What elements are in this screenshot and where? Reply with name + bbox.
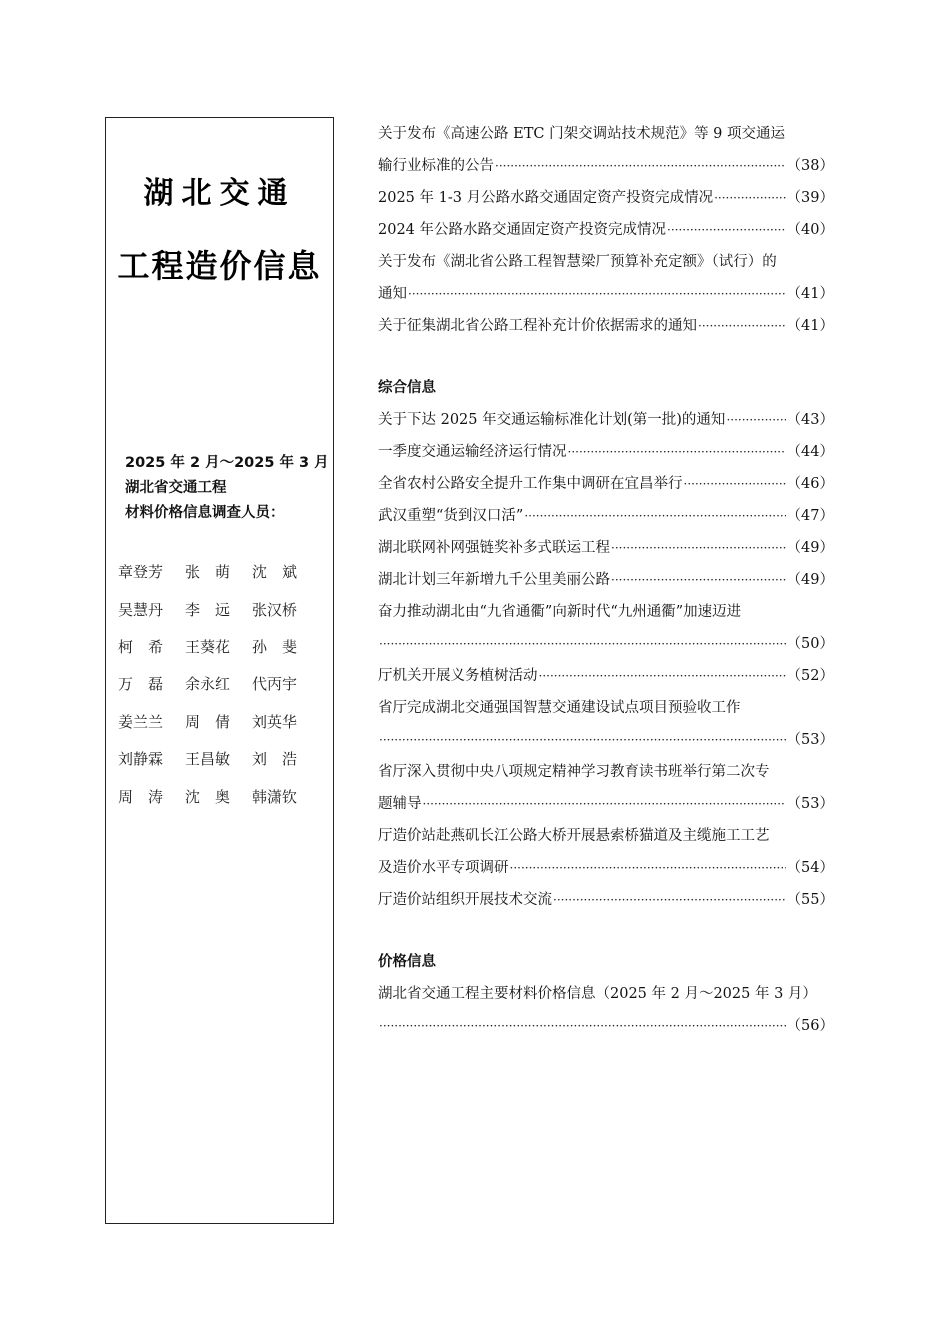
dot-leader — [539, 660, 786, 692]
toc-entry-text: 关于下达 2025 年交通运输标准化计划(第一批)的通知 — [378, 412, 726, 428]
staff-name: 李 远 — [185, 600, 231, 619]
toc-entry-text: 湖北联网补网强链奖补多式联运工程 — [378, 540, 610, 556]
dot-leader — [379, 628, 786, 660]
staff-name: 周 倩 — [185, 712, 231, 731]
staff-name: 王昌敏 — [185, 750, 231, 769]
survey-info — [125, 451, 329, 526]
dot-leader — [423, 788, 786, 820]
toc-entry-title[interactable]: 奋力推动湖北由“九省通衢”向新时代“九州通衢”加速迈进 — [378, 604, 742, 620]
staff-name: 刘 浩 — [252, 750, 298, 769]
staff-row — [118, 590, 319, 627]
toc-entry-text: 及造价水平专项调研 — [378, 860, 509, 876]
staff-name: 姜兰兰 — [118, 712, 164, 731]
toc-entry[interactable] — [378, 1010, 834, 1042]
toc-entry[interactable] — [378, 404, 834, 436]
staff-name: 吴慧丹 — [118, 600, 164, 619]
toc-page-number: （38） — [786, 158, 834, 174]
staff-name: 韩潇钦 — [252, 787, 298, 806]
staff-list — [118, 553, 319, 815]
staff-name: 沈 奥 — [185, 787, 231, 806]
toc-entry-text: 一季度交通运输经济运行情况 — [378, 444, 567, 460]
toc-page-number: （55） — [786, 892, 834, 908]
toc-page-number: （41） — [786, 318, 834, 334]
dot-leader — [408, 278, 786, 310]
toc-page-number: （49） — [786, 540, 834, 556]
toc-entry[interactable] — [378, 310, 834, 342]
survey-org: 湖北省交通工程 — [125, 480, 227, 496]
section-heading-general-info: 综合信息 — [378, 380, 436, 396]
toc-entry-text: 2024 年公路水路交通固定资产投资完成情况 — [378, 222, 667, 238]
staff-row — [118, 740, 319, 777]
dot-leader — [553, 884, 786, 916]
toc-entry-text: 全省农村公路安全提升工作集中调研在宜昌举行 — [378, 476, 683, 492]
section-heading-price-info: 价格信息 — [378, 954, 436, 970]
toc-entry[interactable] — [378, 788, 834, 820]
dot-leader — [684, 468, 786, 500]
toc-entry-text: 输行业标准的公告 — [378, 158, 494, 174]
toc-entry[interactable] — [378, 150, 834, 182]
toc-entry[interactable] — [378, 468, 834, 500]
toc-page-number: （46） — [786, 476, 834, 492]
toc-page-number: （40） — [786, 222, 834, 238]
toc-entry[interactable] — [378, 436, 834, 468]
toc-page-number: （56） — [786, 1018, 834, 1034]
toc-entry[interactable] — [378, 564, 834, 596]
staff-name: 孙 斐 — [252, 637, 298, 656]
toc-entry[interactable] — [378, 628, 834, 660]
staff-name: 万 磊 — [118, 675, 164, 694]
section-gap — [378, 342, 834, 372]
toc-entry-title[interactable]: 省厅完成湖北交通强国智慧交通建设试点项目预验收工作 — [378, 700, 741, 716]
toc-page-number: （53） — [786, 796, 834, 812]
staff-name: 余永红 — [185, 675, 231, 694]
toc-page-number: （49） — [786, 572, 834, 588]
toc-entry-text: 厅机关开展义务植树活动 — [378, 668, 538, 684]
toc-entry-title[interactable]: 厅造价站赴燕矶长江公路大桥开展悬索桥猫道及主缆施工工艺 — [378, 828, 770, 844]
dot-leader — [698, 310, 786, 342]
staff-row — [118, 703, 319, 740]
staff-name: 刘静霖 — [118, 750, 164, 769]
dot-leader — [611, 564, 786, 596]
toc-entry[interactable] — [378, 500, 834, 532]
toc-entry[interactable] — [378, 884, 834, 916]
toc-entry-title[interactable]: 关于发布《湖北省公路工程智慧梁厂预算补充定额》（试行）的 — [378, 254, 777, 270]
staff-name: 刘英华 — [252, 712, 298, 731]
staff-row — [118, 777, 319, 814]
toc-page-number: （47） — [786, 508, 834, 524]
staff-name: 王葵花 — [185, 637, 231, 656]
table-of-contents — [378, 118, 834, 1042]
toc-entry-text: 通知 — [378, 286, 407, 302]
staff-name: 张 萌 — [185, 563, 231, 582]
toc-page-number: （44） — [786, 444, 834, 460]
toc-page-number: （50） — [786, 636, 834, 652]
staff-name: 柯 希 — [118, 637, 164, 656]
dot-leader — [611, 532, 786, 564]
toc-entry[interactable] — [378, 214, 834, 246]
toc-page-number: （43） — [786, 412, 834, 428]
dot-leader — [667, 214, 786, 246]
toc-entry[interactable] — [378, 660, 834, 692]
toc-entry-title[interactable]: 关于发布《高速公路 ETC 门架交调站技术规范》等 9 项交通运 — [378, 126, 786, 142]
toc-entry-text: 关于征集湖北省公路工程补充计价依据需求的通知 — [378, 318, 697, 334]
toc-page-number: （39） — [786, 190, 834, 206]
toc-entry[interactable] — [378, 182, 834, 214]
toc-page-number: （41） — [786, 286, 834, 302]
dot-leader — [495, 150, 786, 182]
toc-entry[interactable] — [378, 724, 834, 756]
toc-entry-text: 题辅导 — [378, 796, 422, 812]
toc-entry-text: 厅造价站组织开展技术交流 — [378, 892, 552, 908]
toc-page-number: （53） — [786, 732, 834, 748]
journal-info-box — [105, 117, 334, 1224]
toc-page-number: （54） — [786, 860, 834, 876]
staff-row — [118, 628, 319, 665]
staff-name: 代丙宇 — [252, 675, 298, 694]
dot-leader — [379, 1010, 786, 1042]
toc-entry[interactable] — [378, 532, 834, 564]
toc-entry[interactable] — [378, 278, 834, 310]
dot-leader — [524, 500, 785, 532]
staff-name: 张汉桥 — [252, 600, 298, 619]
toc-page-number: （52） — [786, 668, 834, 684]
dot-leader — [714, 182, 785, 214]
journal-title-line2: 工程造价信息 — [117, 247, 322, 285]
staff-name: 章登芳 — [118, 563, 164, 582]
survey-staff-label: 材料价格信息调查人员： — [125, 505, 285, 521]
staff-name: 周 涛 — [118, 787, 164, 806]
staff-row — [118, 665, 319, 702]
toc-entry[interactable] — [378, 852, 834, 884]
toc-entry-text: 2025 年 1-3 月公路水路交通固定资产投资完成情况 — [378, 190, 714, 206]
dot-leader — [510, 852, 786, 884]
dot-leader — [379, 724, 786, 756]
journal-title-line1: 湖北交通 — [143, 176, 296, 211]
staff-row — [118, 553, 319, 590]
staff-name: 沈 斌 — [252, 563, 298, 582]
survey-period: 2025 年 2 月～2025 年 3 月 — [125, 455, 329, 471]
toc-entry-title[interactable]: 湖北省交通工程主要材料价格信息（2025 年 2 月～2025 年 3 月） — [378, 986, 817, 1002]
toc-entry-title[interactable]: 省厅深入贯彻中央八项规定精神学习教育读书班举行第二次专 — [378, 764, 770, 780]
section-gap — [378, 916, 834, 946]
dot-leader — [568, 436, 786, 468]
toc-entry-text: 湖北计划三年新增九千公里美丽公路 — [378, 572, 610, 588]
toc-entry-text: 武汉重塑“货到汉口活” — [378, 508, 524, 524]
dot-leader — [726, 404, 785, 436]
